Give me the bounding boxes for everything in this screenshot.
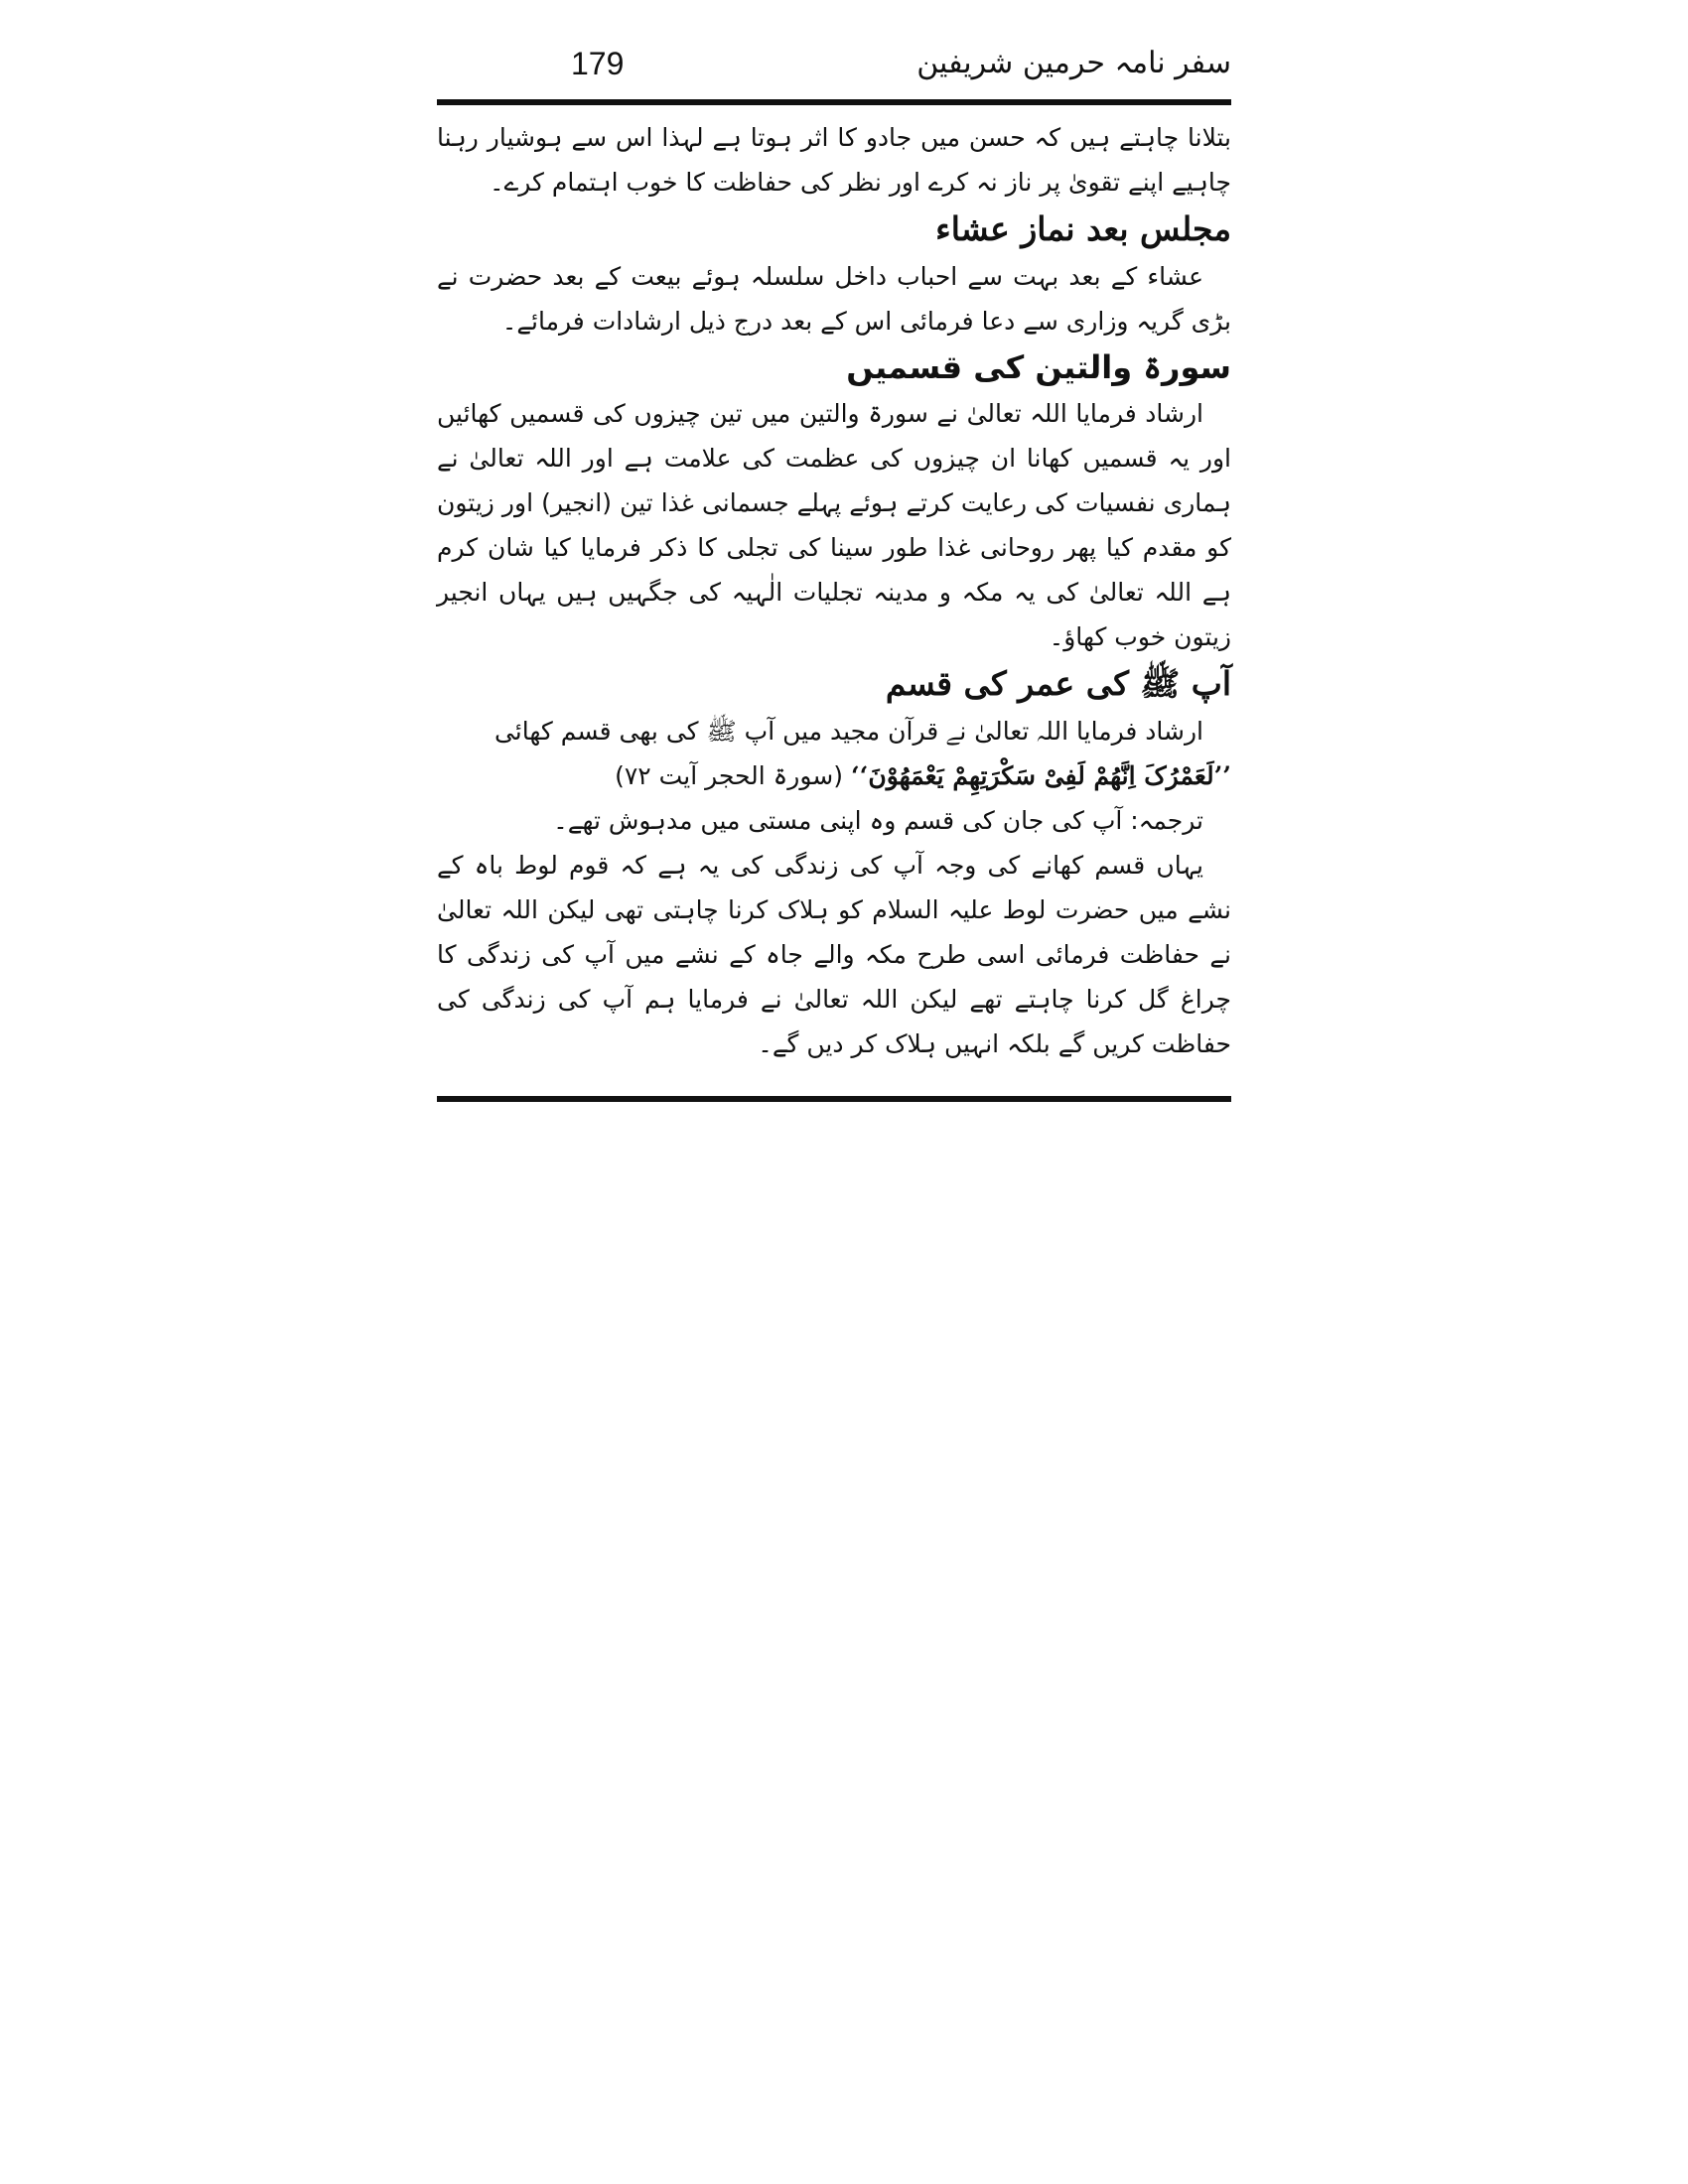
paragraph-1: بتلانا چاہتے ہیں کہ حسن میں جادو کا اثر ہوتا ہے لہذا اس سے ہوشیار رہنا چاہیے اپنے تقویٰ پر ناز نہ کرے اور نظر کی حفاظت کا خوب اہتمام کرے۔ bbox=[437, 123, 1231, 197]
verse-reference: (سورۃ الحجر آیت ۷۲) bbox=[615, 761, 843, 790]
heading-surah-tin: سورۃ والتین کی قسمیں bbox=[846, 348, 1231, 386]
verse-quote: ’’لَعَمْرُکَ اِنَّھُمْ لَفِیْ سَکْرَتِھِمْ یَعْمَھُوْنَ‘‘ bbox=[850, 761, 1231, 790]
heading-oath-life: آپ ﷺ کی عمر کی قسم bbox=[885, 664, 1231, 703]
paragraph-4: ارشاد فرمایا اللہ تعالیٰ نے قرآن مجید میں آپ ﷺ کی بھی قسم کھائی bbox=[493, 717, 1203, 746]
page-content bbox=[437, 105, 1231, 1066]
running-header bbox=[437, 40, 1231, 95]
book-page bbox=[437, 40, 1231, 1102]
paragraph-7: یہاں قسم کھانے کی وجہ آپ کی زندگی کی یہ ہے کہ قوم لوط باہ کے نشے میں حضرت لوط علیہ السلام کو ہلاک کرنا چاہتی تھی لیکن اللہ تعالیٰ نے حفاظت فرمائی اسی طرح مکہ والے جاہ کے نشے میں آپ کی زندگی کا چراغ گل کرنا چاہتے تھے لیکن اللہ تعالیٰ نے فرمایا ہم آپ کی زندگی کی حفاظت کریں گے بلکہ انہیں ہلاک کر دیں گے۔ bbox=[437, 851, 1231, 1058]
verse-line bbox=[437, 753, 1231, 798]
page-number: 179 bbox=[571, 46, 625, 81]
translation-line: ترجمہ: آپ کی جان کی قسم وہ اپنی مستی میں مدہوش تھے۔ bbox=[553, 806, 1203, 835]
paragraph-3: ارشاد فرمایا اللہ تعالیٰ نے سورۃ والتین میں تین چیزوں کی قسمیں کھائیں اور یہ قسمیں کھانا ان چیزوں کی عظمت کی علامت ہے اور اللہ تعالیٰ نے ہماری نفسیات کی رعایت کرتے ہوئے پہلے جسمانی غذا تین (انجیر) اور زیتون کو مقدم کیا پھر روحانی غذا طور سینا کی تجلی کا ذکر فرمایا کیا شان کرم ہے اللہ تعالیٰ کی یہ مکہ و مدینہ تجلیات الٰہیہ کی جگہیں ہیں یہاں انجیر زیتون خوب کھاؤ۔ bbox=[437, 399, 1231, 651]
footer-rule bbox=[437, 1096, 1231, 1102]
paragraph-2: عشاء کے بعد بہت سے احباب داخل سلسلہ ہوئے بیعت کے بعد حضرت نے بڑی گریہ وزاری سے دعا فرمائی اس کے بعد درج ذیل ارشادات فرمائے۔ bbox=[437, 262, 1231, 336]
book-title: سفر نامہ حرمین شریفین bbox=[916, 46, 1231, 80]
heading-majlis: مجلس بعد نماز عشاء bbox=[935, 209, 1231, 248]
